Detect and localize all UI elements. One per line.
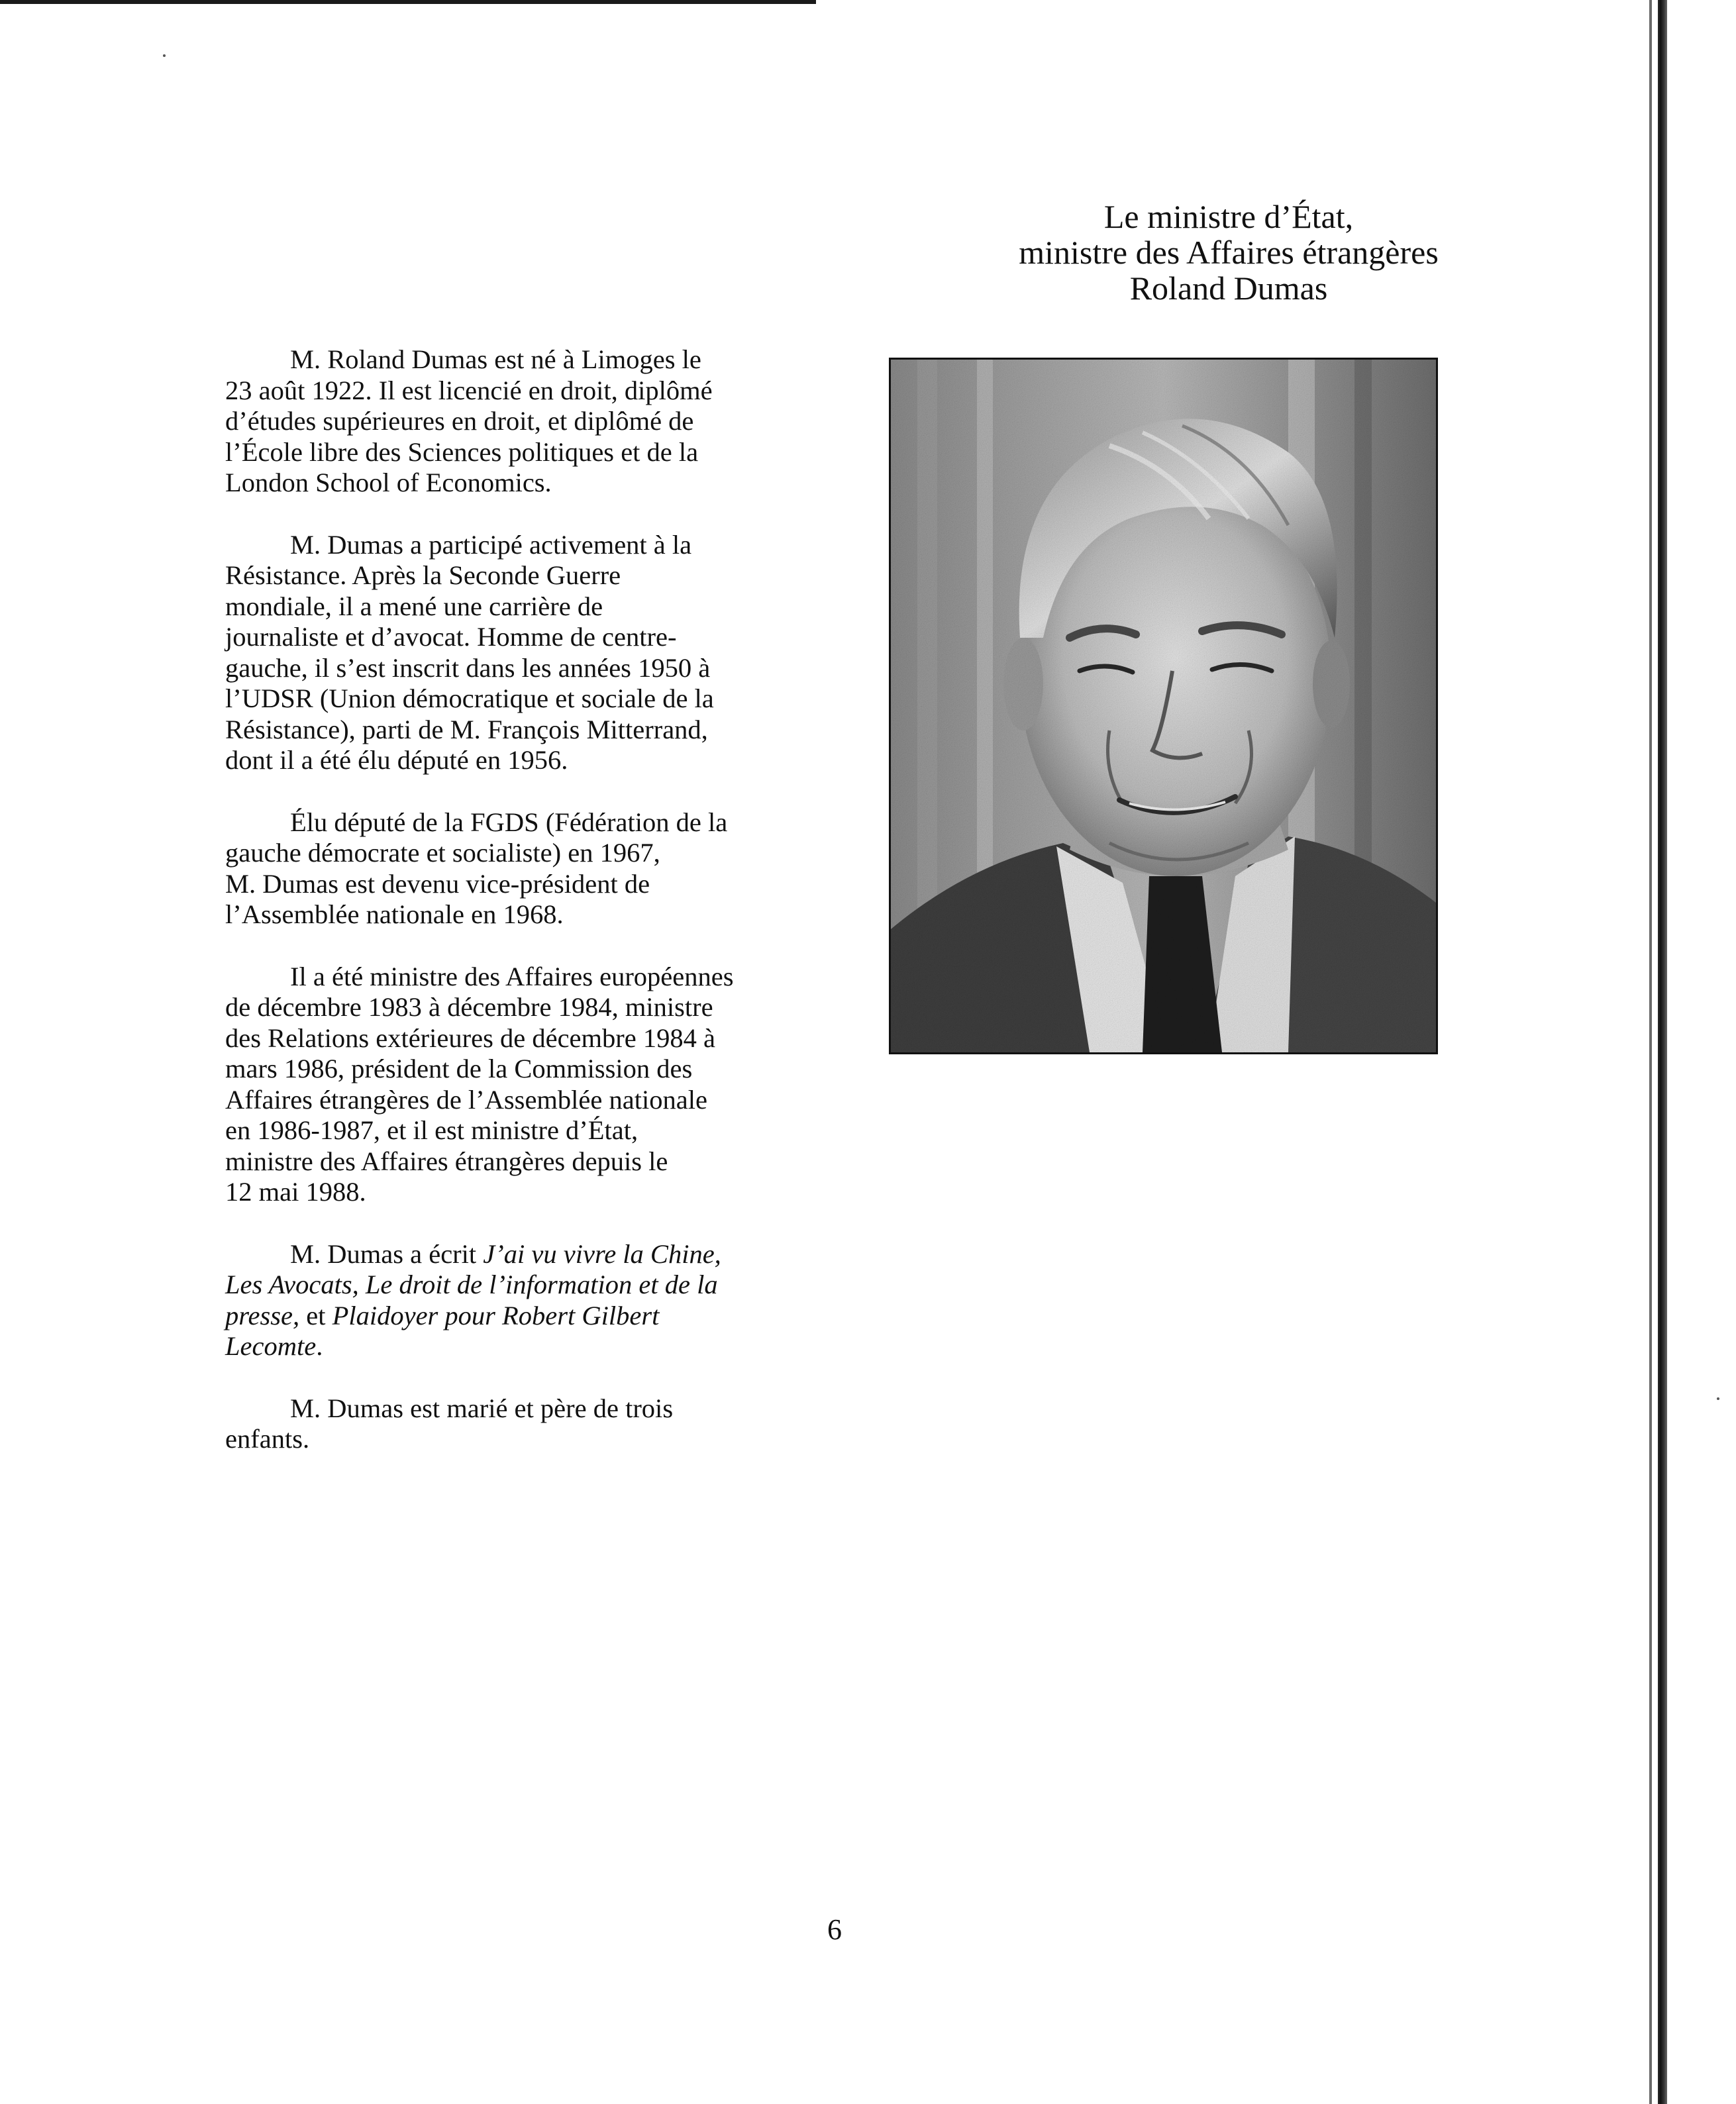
books-intro: M. Dumas a écrit xyxy=(290,1238,484,1269)
scan-right-edge xyxy=(1658,0,1667,2104)
portrait-illustration xyxy=(891,360,1436,1052)
paragraph-line: gauche, il s’est inscrit dans les années 1950 à xyxy=(225,652,711,683)
paragraph-line: enfants. xyxy=(225,1424,310,1454)
paragraph-line: M. Dumas a participé activement à la xyxy=(290,529,692,560)
paragraph-family xyxy=(225,1393,808,1455)
paragraph-line: ministre des Affaires étrangères depuis le xyxy=(225,1146,668,1176)
paragraph-line: London School of Economics. xyxy=(225,468,552,497)
paragraph-ministerial-posts xyxy=(225,962,808,1208)
paragraph-line: dont il a été élu député en 1956. xyxy=(225,745,568,775)
paragraph-line: Il a été ministre des Affaires européennes xyxy=(290,961,734,991)
biography-text xyxy=(225,344,808,1486)
paragraph-line: l’UDSR (Union démocratique et sociale de la xyxy=(225,683,714,713)
paragraph-line: mars 1986, président de la Commission des xyxy=(225,1054,693,1083)
paragraph-line: mondiale, il a mené une carrière de xyxy=(225,591,603,621)
scan-right-edge-line xyxy=(1649,0,1652,2104)
heading-line-3: Roland Dumas xyxy=(1129,270,1328,307)
heading-line-2: ministre des Affaires étrangères xyxy=(1019,234,1439,271)
paragraph-line: Élu député de la FGDS (Fédération de la xyxy=(290,807,728,837)
paragraph-line: Affaires étrangères de l’Assemblée nationale xyxy=(225,1084,707,1115)
page-number: 6 xyxy=(827,1913,842,1946)
scan-speck xyxy=(1717,1397,1719,1400)
paragraph-line: journaliste et d’avocat. Homme de centre- xyxy=(225,622,677,652)
scan-speck xyxy=(163,54,166,57)
portrait-photo xyxy=(889,358,1438,1054)
paragraph-line: 23 août 1922. Il est licencié en droit, diplômé xyxy=(225,375,713,405)
paragraph-line: 12 mai 1988. xyxy=(225,1177,366,1207)
paragraph-line: Résistance), parti de M. François Mitterrand, xyxy=(225,714,708,744)
books-conjunction: et xyxy=(299,1300,332,1330)
paragraph-birth-education xyxy=(225,344,808,499)
paragraph-deputy xyxy=(225,807,808,930)
book-title: Plaidoyer pour Robert Gilbert xyxy=(332,1300,660,1330)
heading-line-1: Le ministre d’État, xyxy=(1103,198,1354,235)
paragraph-line: d’études supérieures en droit, et diplômé de xyxy=(225,406,694,436)
paragraph-line: M. Dumas est marié et père de trois xyxy=(290,1393,674,1423)
book-title: Le droit de l’information et de la xyxy=(365,1270,718,1299)
page-heading xyxy=(881,199,1576,306)
books-period: . xyxy=(316,1331,323,1361)
book-title: Lecomte xyxy=(225,1331,317,1361)
paragraph-line: Résistance. Après la Seconde Guerre xyxy=(225,560,621,590)
paragraph-line: des Relations extérieures de décembre 1984 à xyxy=(225,1023,715,1053)
book-title: Les Avocats, xyxy=(225,1270,359,1299)
paragraph-line: gauche démocrate et socialiste) en 1967, xyxy=(225,838,660,868)
paragraph-line: M. Dumas est devenu vice-président de xyxy=(225,868,650,899)
book-title: J’ai vu vivre la Chine, xyxy=(483,1238,721,1269)
paragraph-line: en 1986-1987, et il est ministre d’État, xyxy=(225,1115,638,1145)
paragraph-line: l’Assemblée nationale en 1968. xyxy=(225,899,564,929)
paragraph-books xyxy=(225,1239,808,1362)
book-title: presse, xyxy=(225,1300,300,1330)
paragraph-line: de décembre 1983 à décembre 1984, ministre xyxy=(225,992,713,1022)
scan-top-rule xyxy=(0,0,816,4)
paragraph-line: M. Roland Dumas est né à Limoges le xyxy=(290,344,701,374)
paragraph-line: l’École libre des Sciences politiques et de la xyxy=(225,436,699,467)
paragraph-resistance-career xyxy=(225,530,808,776)
